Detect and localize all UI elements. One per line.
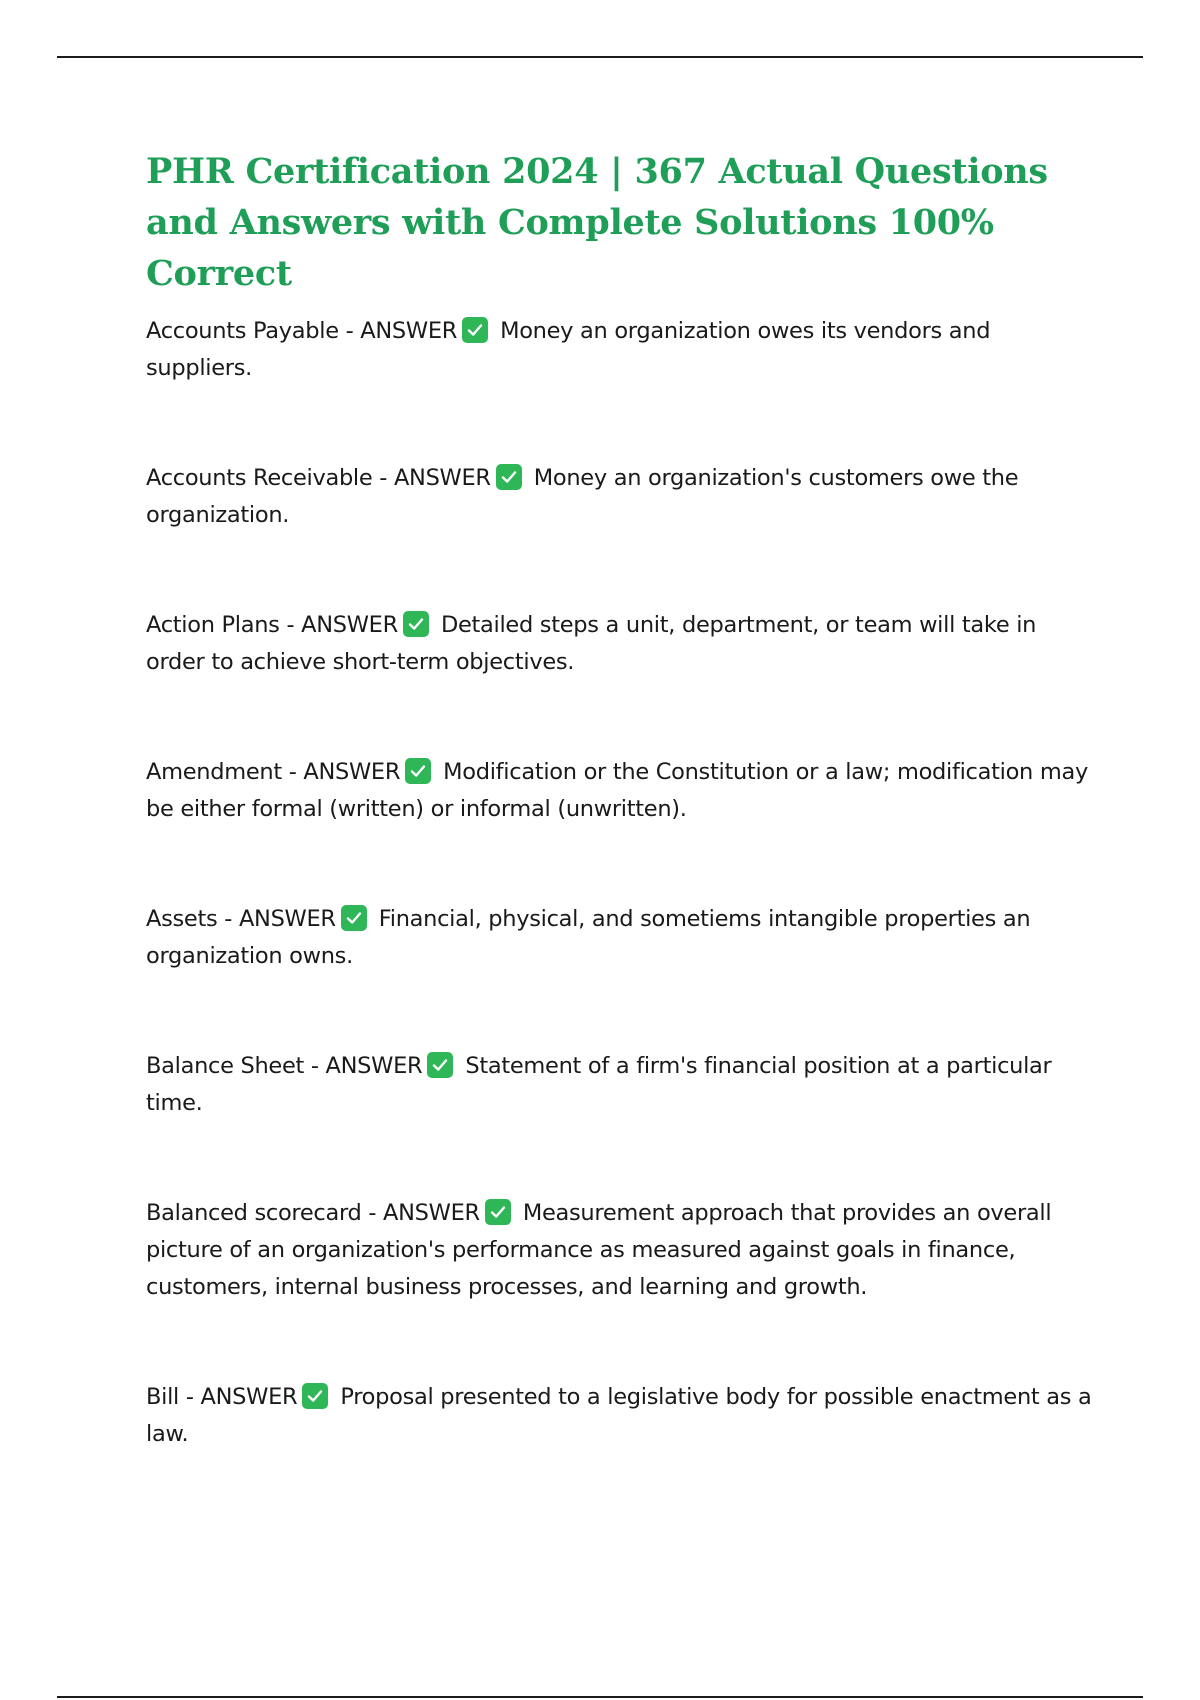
- check-box-icon: [341, 905, 367, 931]
- entry-definition: Financial, physical, and sometiems intangible properties an organization owns.: [146, 906, 1031, 969]
- entry-term: Accounts Receivable - ANSWER: [146, 465, 491, 491]
- entry-definition: Statement of a firm's financial position at a particular time.: [146, 1053, 1052, 1116]
- entry-definition: Money an organization's customers owe the organization.: [146, 465, 1019, 528]
- check-box-icon: [485, 1199, 511, 1225]
- entry-term: Action Plans - ANSWER: [146, 612, 398, 638]
- check-box-icon: [403, 611, 429, 637]
- entry-definition: Money an organization owes its vendors and suppliers.: [146, 318, 991, 381]
- entry-term: Balance Sheet - ANSWER: [146, 1053, 423, 1079]
- list-item: [146, 754, 1096, 828]
- entry-term: Accounts Payable - ANSWER: [146, 318, 458, 344]
- list-item: [146, 607, 1096, 681]
- check-box-icon: [462, 317, 488, 343]
- entry-term: Assets - ANSWER: [146, 906, 336, 932]
- document-title: PHR Certification 2024 | 367 Actual Questions and Answers with Complete Solutions 100% Correct: [146, 151, 1048, 294]
- entry-definition: Modification or the Constitution or a law; modification may be either formal (written) or informal (unwritten).: [146, 759, 1088, 822]
- entry-list: [146, 313, 1096, 1453]
- list-item: [146, 1379, 1096, 1453]
- entry-definition: Measurement approach that provides an overall picture of an organization's performance as measured against goals in finance, customers, internal business processes, and learning and growth.: [146, 1200, 1052, 1300]
- entry-term: Balanced scorecard - ANSWER: [146, 1200, 480, 1226]
- list-item: [146, 460, 1096, 534]
- list-item: [146, 1048, 1096, 1122]
- check-box-icon: [496, 464, 522, 490]
- document-body: [146, 146, 1096, 1453]
- check-box-icon: [427, 1052, 453, 1078]
- check-box-icon: [302, 1383, 328, 1409]
- entry-term: Amendment - ANSWER: [146, 759, 401, 785]
- check-box-icon: [405, 758, 431, 784]
- top-rule: [57, 56, 1143, 58]
- list-item: [146, 901, 1096, 975]
- list-item: [146, 1195, 1096, 1306]
- list-item: [146, 313, 1096, 387]
- entry-definition: Detailed steps a unit, department, or team will take in order to achieve short-term objectives.: [146, 612, 1037, 675]
- entry-definition: Proposal presented to a legislative body for possible enactment as a law.: [146, 1384, 1092, 1447]
- entry-term: Bill - ANSWER: [146, 1384, 298, 1410]
- bottom-rule: [57, 1696, 1143, 1698]
